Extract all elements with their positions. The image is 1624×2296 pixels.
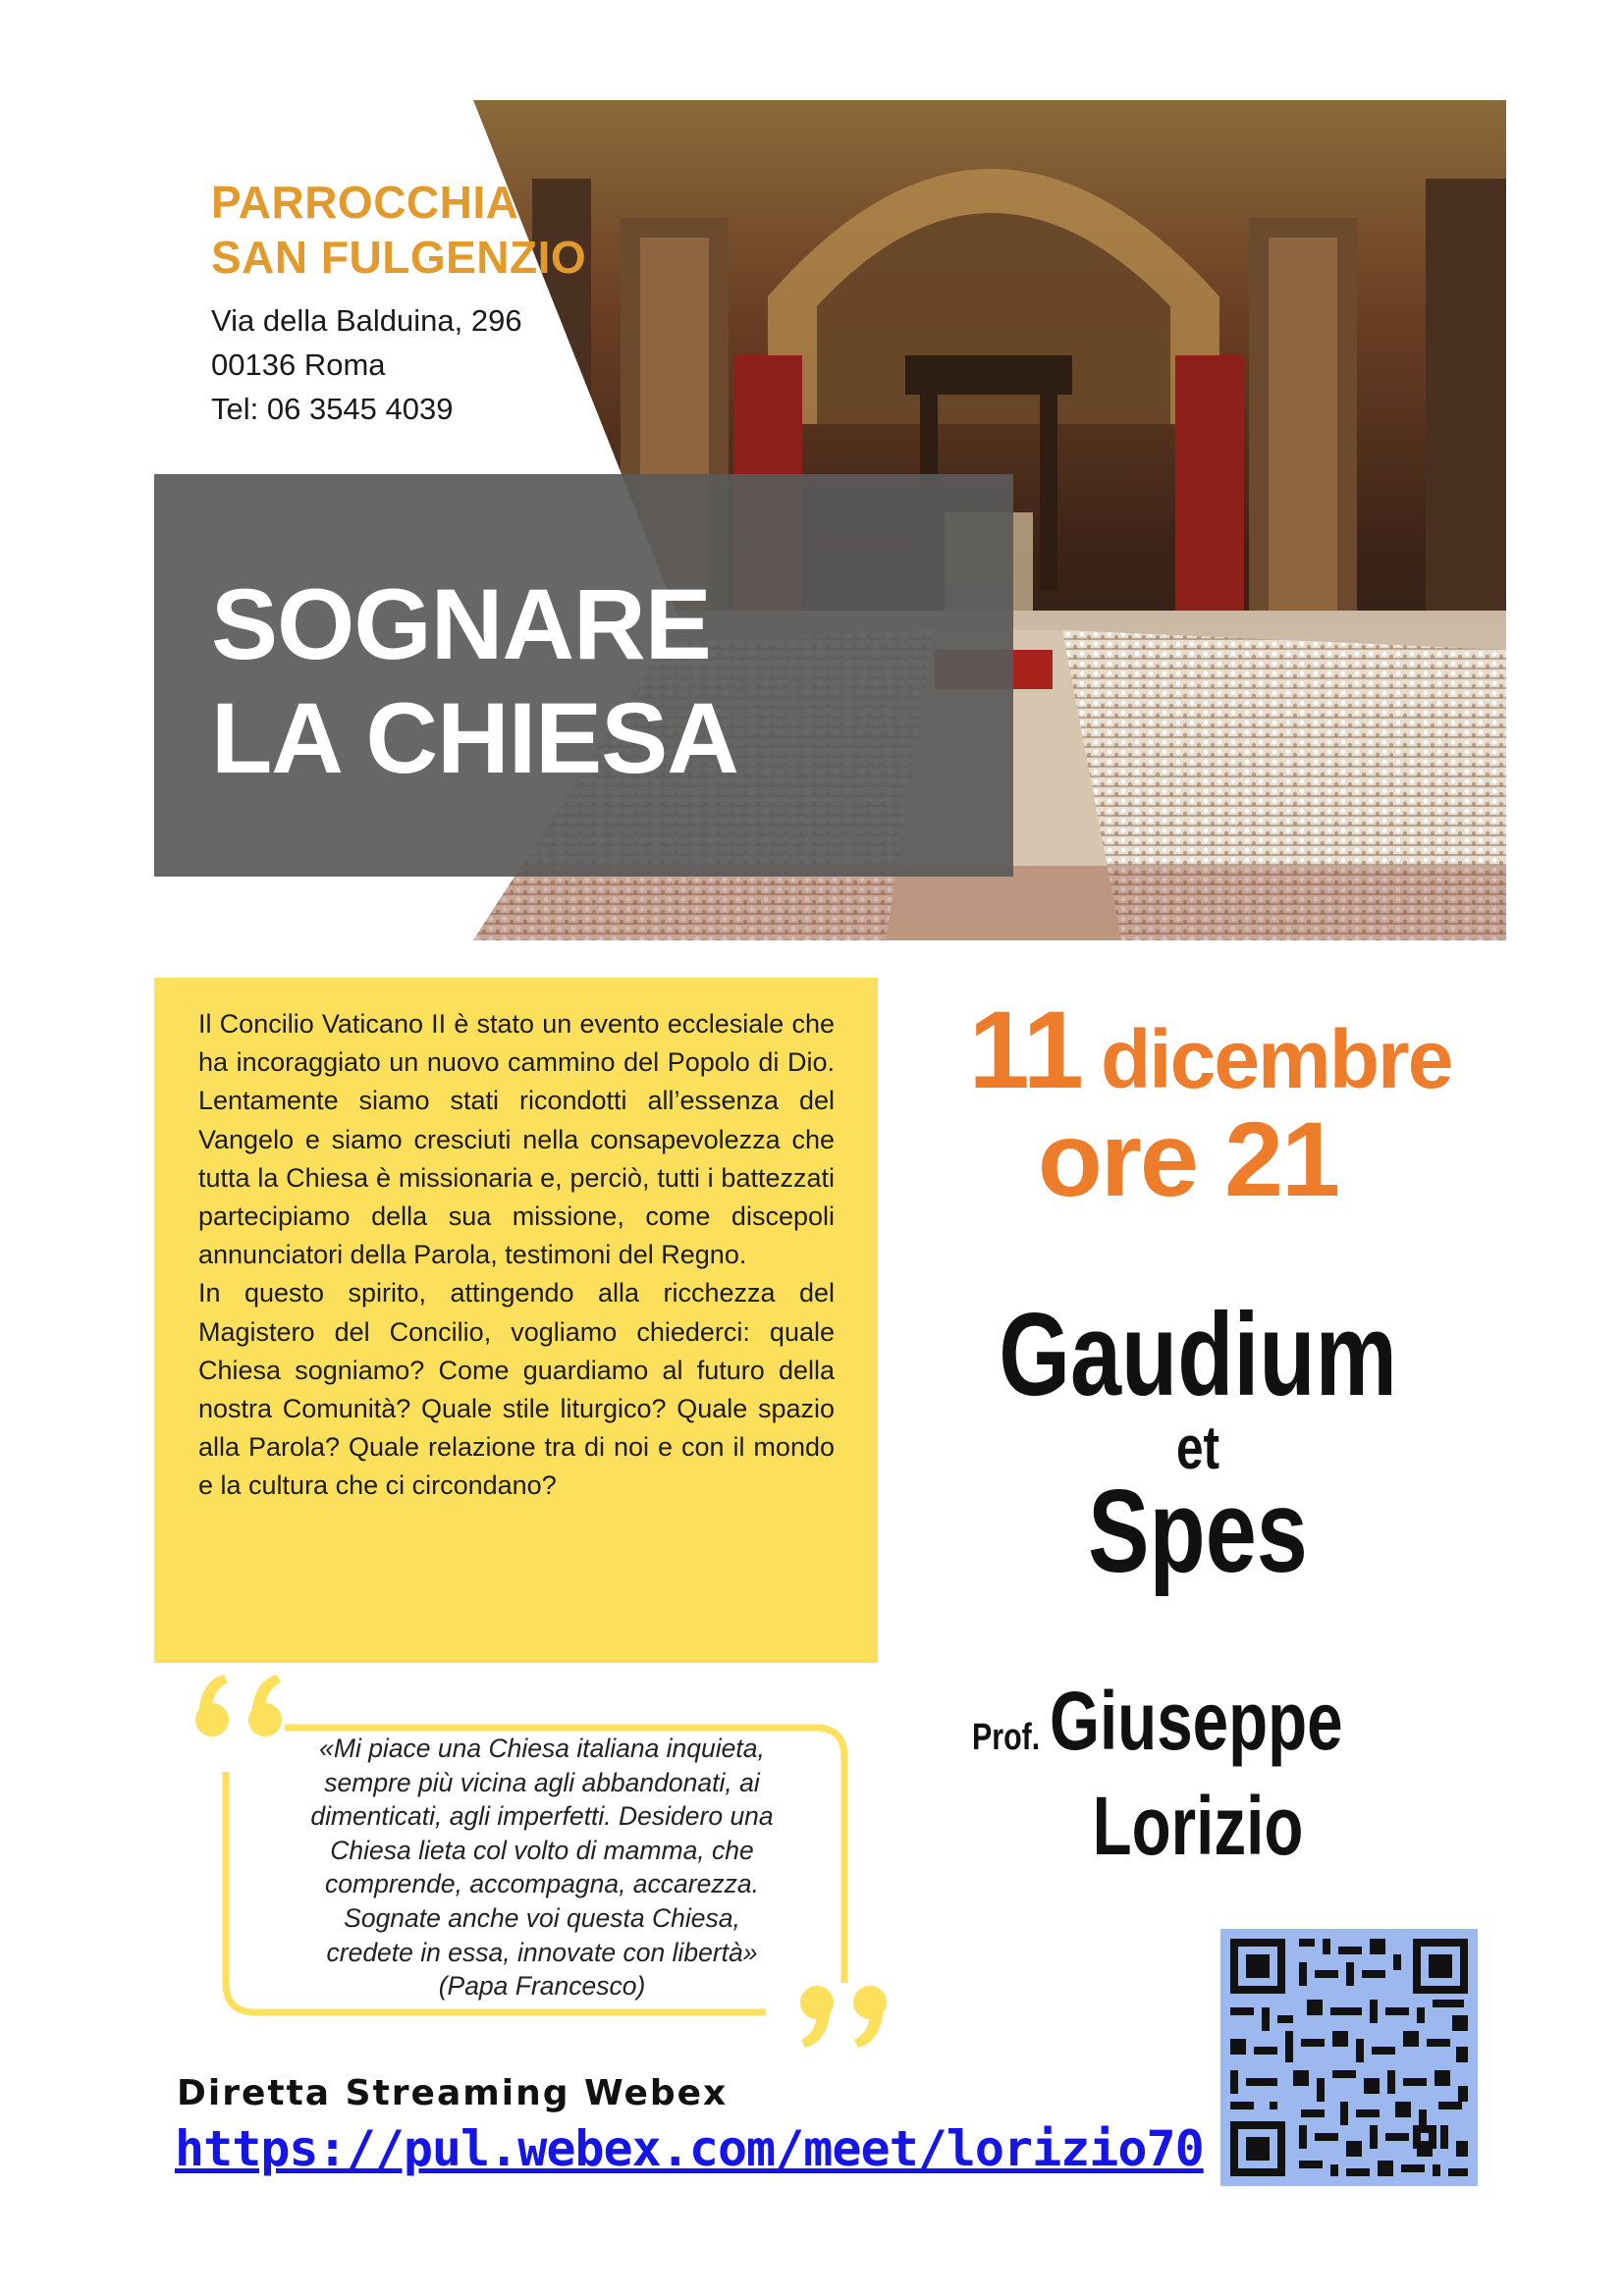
quote-attribution: (Papa Francesco) <box>438 1971 646 2002</box>
quote-line: comprende, accompagna, accarezza. <box>325 1869 759 1899</box>
speaker-last-name: Lorizio <box>1092 1780 1304 1872</box>
open-quote-icon <box>195 1675 282 1736</box>
address-street: Via della Balduina, 296 <box>211 303 522 338</box>
quote-line: Chiesa lieta col volto di mamma, che <box>330 1835 754 1865</box>
event-title-line2: et <box>1175 1415 1220 1482</box>
intro-text <box>198 1005 835 1506</box>
qr-code[interactable] <box>1220 1929 1478 2186</box>
quote-line: sempre più vicina agli abbandonati, ai <box>324 1767 760 1797</box>
intro-paragraph-1: Il Concilio Vaticano II è stato un evento ecclesiale che ha incoraggiato un nuovo cammino del Popolo di Dio. Lentamente siamo stati ricondotti all’essenza del Vangelo e siamo cresciuti nella consapevolezza che tutta la Chiesa è missionaria e, perciò, tutti i battezzati partecipiamo della sua missione, come discepoli annunciatori della Parola, testimoni del Regno. <box>198 1009 835 1270</box>
event-title-line1: Gaudium <box>999 1289 1397 1420</box>
quote-line: Sognate anche voi questa Chiesa, <box>344 1902 740 1933</box>
pope-quote <box>267 1732 817 2003</box>
parish-address <box>211 298 522 431</box>
streaming-label: Diretta Streaming Webex <box>177 2073 729 2113</box>
quote-line: «Mi piace una Chiesa italiana inquieta, <box>319 1734 765 1763</box>
event-time: ore 21 <box>1037 1099 1339 1218</box>
event-date <box>957 987 1463 1113</box>
page-title <box>211 567 738 795</box>
title-line1: SOGNARE <box>211 568 711 680</box>
quote-line: credete in essa, innovate con libertà» <box>326 1937 758 1967</box>
parish-phone: Tel: 06 3545 4039 <box>211 392 454 426</box>
streaming-link[interactable]: https://pul.webex.com/meet/lorizio70 <box>175 2120 1204 2177</box>
parish-name-line2: SAN FULGENZIO <box>211 232 587 283</box>
title-line2: LA CHIESA <box>211 682 738 794</box>
speaker-prefix: Prof. <box>972 1717 1041 1758</box>
event-day: 11 <box>968 988 1083 1111</box>
quote-line: dimenticati, agli imperfetti. Desidero una <box>310 1801 774 1832</box>
parish-name-line1: PARROCCHIA <box>211 177 519 228</box>
speaker-name <box>972 1674 1434 1769</box>
event-title-line3: Spes <box>1088 1466 1308 1597</box>
address-city: 00136 Roma <box>211 347 386 382</box>
intro-paragraph-2: In questo spirito, attingendo alla ricchezza del Magistero del Concilio, vogliamo chiederci: quale Chiesa sogniamo? Come guardiamo al futuro della nostra Comunità? Quale stile liturgico? Quale spazio alla Parola? Quale relazione tra di noi e con il mondo e la cultura che ci circondano? <box>198 1278 835 1501</box>
speaker-first-name: Giuseppe <box>1049 1675 1343 1767</box>
event-month: dicembre <box>1100 1013 1452 1105</box>
parish-name <box>211 175 586 285</box>
